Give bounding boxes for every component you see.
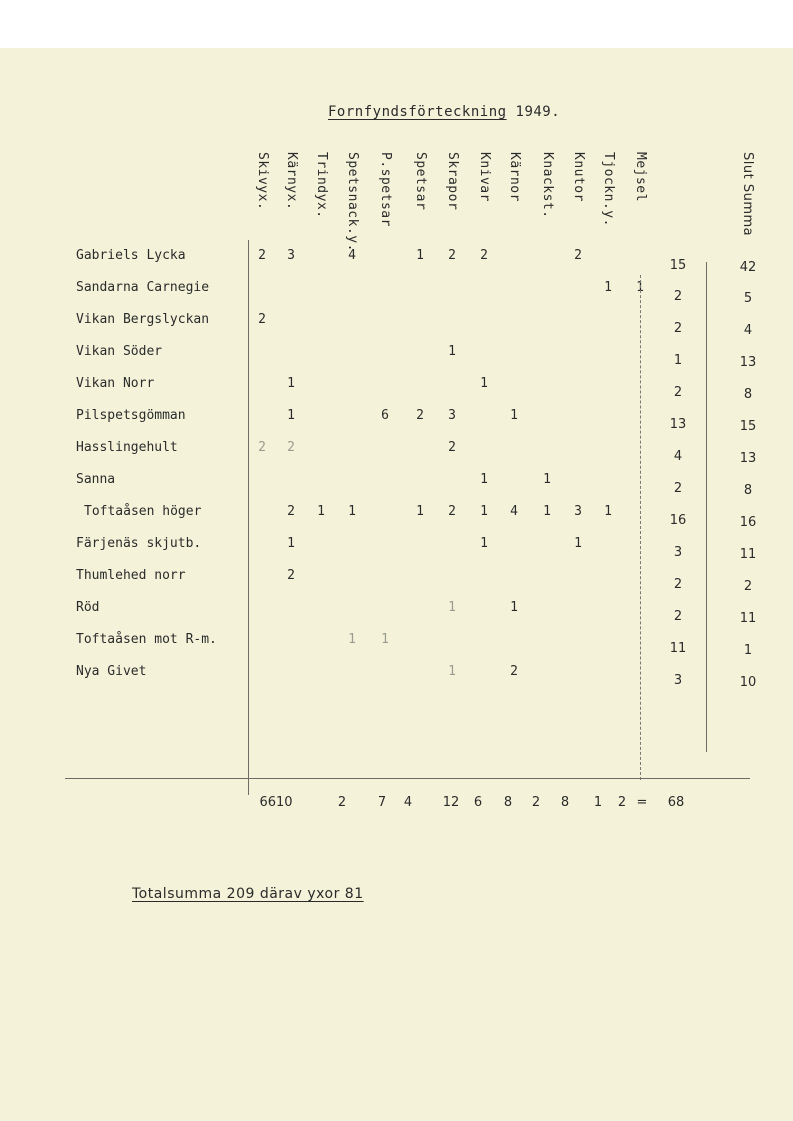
page-title [328,104,560,120]
row-label: Hasslingehult [76,440,178,455]
slut-summa-value: 13 [739,451,757,466]
table-cell: 1 [287,376,295,391]
column-header-1: Kärnyx. [284,152,299,211]
row-label: Sandarna Carnegie [76,280,210,295]
column-header-10: Knutor [571,152,586,202]
table-left-rule [248,240,249,795]
table-cell: 2 [287,440,295,455]
slut-summa-value: 13 [739,355,757,370]
row-sum: 2 [673,289,683,304]
slut-summa-value: 2 [743,579,753,594]
slut-summa-value: 4 [743,323,753,338]
row-label: Vikan Söder [76,344,163,359]
column-header-4: P.spetsar [378,152,393,227]
row-sum: 2 [673,385,683,400]
table-cell: 1 [348,504,356,519]
row-label: Thumlehed norr [76,568,186,583]
column-header-3: Spetsnack.y. [345,152,360,252]
row-sum: 3 [673,673,683,688]
table-cell: 1 [510,600,518,615]
column-header-0: Skivyx. [255,152,270,211]
column-header-9: Knackst. [540,152,555,219]
table-cell: 2 [448,248,456,263]
table-cell: 3 [574,504,582,519]
column-header-5: Spetsar [413,152,428,211]
row-label: Toftaåsen mot R-m. [76,632,217,647]
column-header-7: Knivar [477,152,492,202]
table-cell: 1 [604,504,612,519]
table-cell: 2 [258,312,266,327]
table-cell: 2 [258,248,266,263]
slut-summa-value: 8 [743,483,753,498]
table-cell: 2 [480,248,488,263]
total-value: 8 [560,795,570,810]
row-sum: 3 [673,545,683,560]
total-summary: Totalsumma 209 därav yxor 81 [132,886,364,902]
row-sum: 2 [673,481,683,496]
table-cell: 2 [258,440,266,455]
slut-summa-value: 10 [739,675,757,690]
table-cell: 1 [480,536,488,551]
total-value: 8 [503,795,513,810]
scan-top-margin [0,0,793,48]
total-value: 2 [337,795,347,810]
table-cell: 1 [480,504,488,519]
row-sum: 2 [673,321,683,336]
table-cell: 1 [448,600,456,615]
table-cell: 1 [604,280,612,295]
row-sum: 11 [669,641,687,656]
table-cell: 2 [287,504,295,519]
title-year: 1949. [515,104,561,120]
table-cell: 3 [287,248,295,263]
table-cell: 1 [317,504,325,519]
row-label: Pilspetsgömman [76,408,186,423]
table-cell: 3 [448,408,456,423]
table-cell: 1 [510,408,518,423]
row-label: Toftaåsen höger [84,504,202,519]
table-cell: 6 [381,408,389,423]
table-cell: 2 [416,408,424,423]
row-sum: 2 [673,577,683,592]
table-cell: 1 [574,536,582,551]
row-sum: 13 [669,417,687,432]
column-header-6: Skrapor [445,152,460,211]
table-cell: 4 [348,248,356,263]
total-value: 12 [442,795,460,810]
table-cell: 1 [543,504,551,519]
table-cell: 1 [416,248,424,263]
row-label: Färjenäs skjutb. [76,536,202,551]
column-header-11: Tjockn.y. [601,152,616,227]
total-value: 2 [531,795,541,810]
slut-summa-value: 5 [743,291,753,306]
row-label: Sanna [76,472,116,487]
table-cell: 1 [448,344,456,359]
slut-left-rule [706,262,707,752]
table-cell: 2 [448,504,456,519]
table-cell: 1 [448,664,456,679]
slut-summa-value: 16 [739,515,757,530]
row-label: Nya Givet [76,664,147,679]
slut-summa-value: 1 [743,643,753,658]
total-equals: = [636,795,648,810]
column-header-2: Trindyx. [314,152,329,219]
total-first: 6610 [259,795,293,810]
total-value: 4 [403,795,413,810]
row-sum: 16 [669,513,687,528]
total-value: 2 [617,795,627,810]
title-main: Fornfyndsförteckning [328,104,507,120]
table-cell: 2 [287,568,295,583]
total-value: 7 [377,795,387,810]
table-cell: 1 [287,536,295,551]
table-cell: 1 [381,632,389,647]
slut-summa-value: 42 [739,260,757,275]
table-cell: 1 [636,280,644,295]
column-header-12: Mejsel [633,152,648,202]
sum-separator-rule [640,275,641,780]
slut-summa-value: 15 [739,419,757,434]
table-cell: 2 [574,248,582,263]
table-cell: 1 [543,472,551,487]
total-value: 1 [593,795,603,810]
table-cell: 4 [510,504,518,519]
table-cell: 1 [480,472,488,487]
table-cell: 2 [510,664,518,679]
row-label: Vikan Bergslyckan [76,312,210,327]
row-sum: 4 [673,449,683,464]
table-cell: 1 [348,632,356,647]
row-sum: 2 [673,609,683,624]
slut-summa-value: 8 [743,387,753,402]
slut-summa-value: 11 [739,547,757,562]
table-cell: 1 [287,408,295,423]
table-cell: 1 [480,376,488,391]
row-label: Gabriels Lycka [76,248,186,263]
row-label: Röd [76,600,100,615]
slut-summa-value: 11 [739,611,757,626]
table-bottom-rule [65,778,750,779]
row-label: Vikan Norr [76,376,155,391]
row-sum: 15 [669,258,687,273]
table-cell: 1 [416,504,424,519]
slut-summa-header: Slut Summa [740,152,755,237]
row-sum: 1 [673,353,683,368]
table-cell: 2 [448,440,456,455]
total-grand: 68 [667,795,685,810]
column-header-8: Kärnor [507,152,522,202]
total-value: 6 [473,795,483,810]
